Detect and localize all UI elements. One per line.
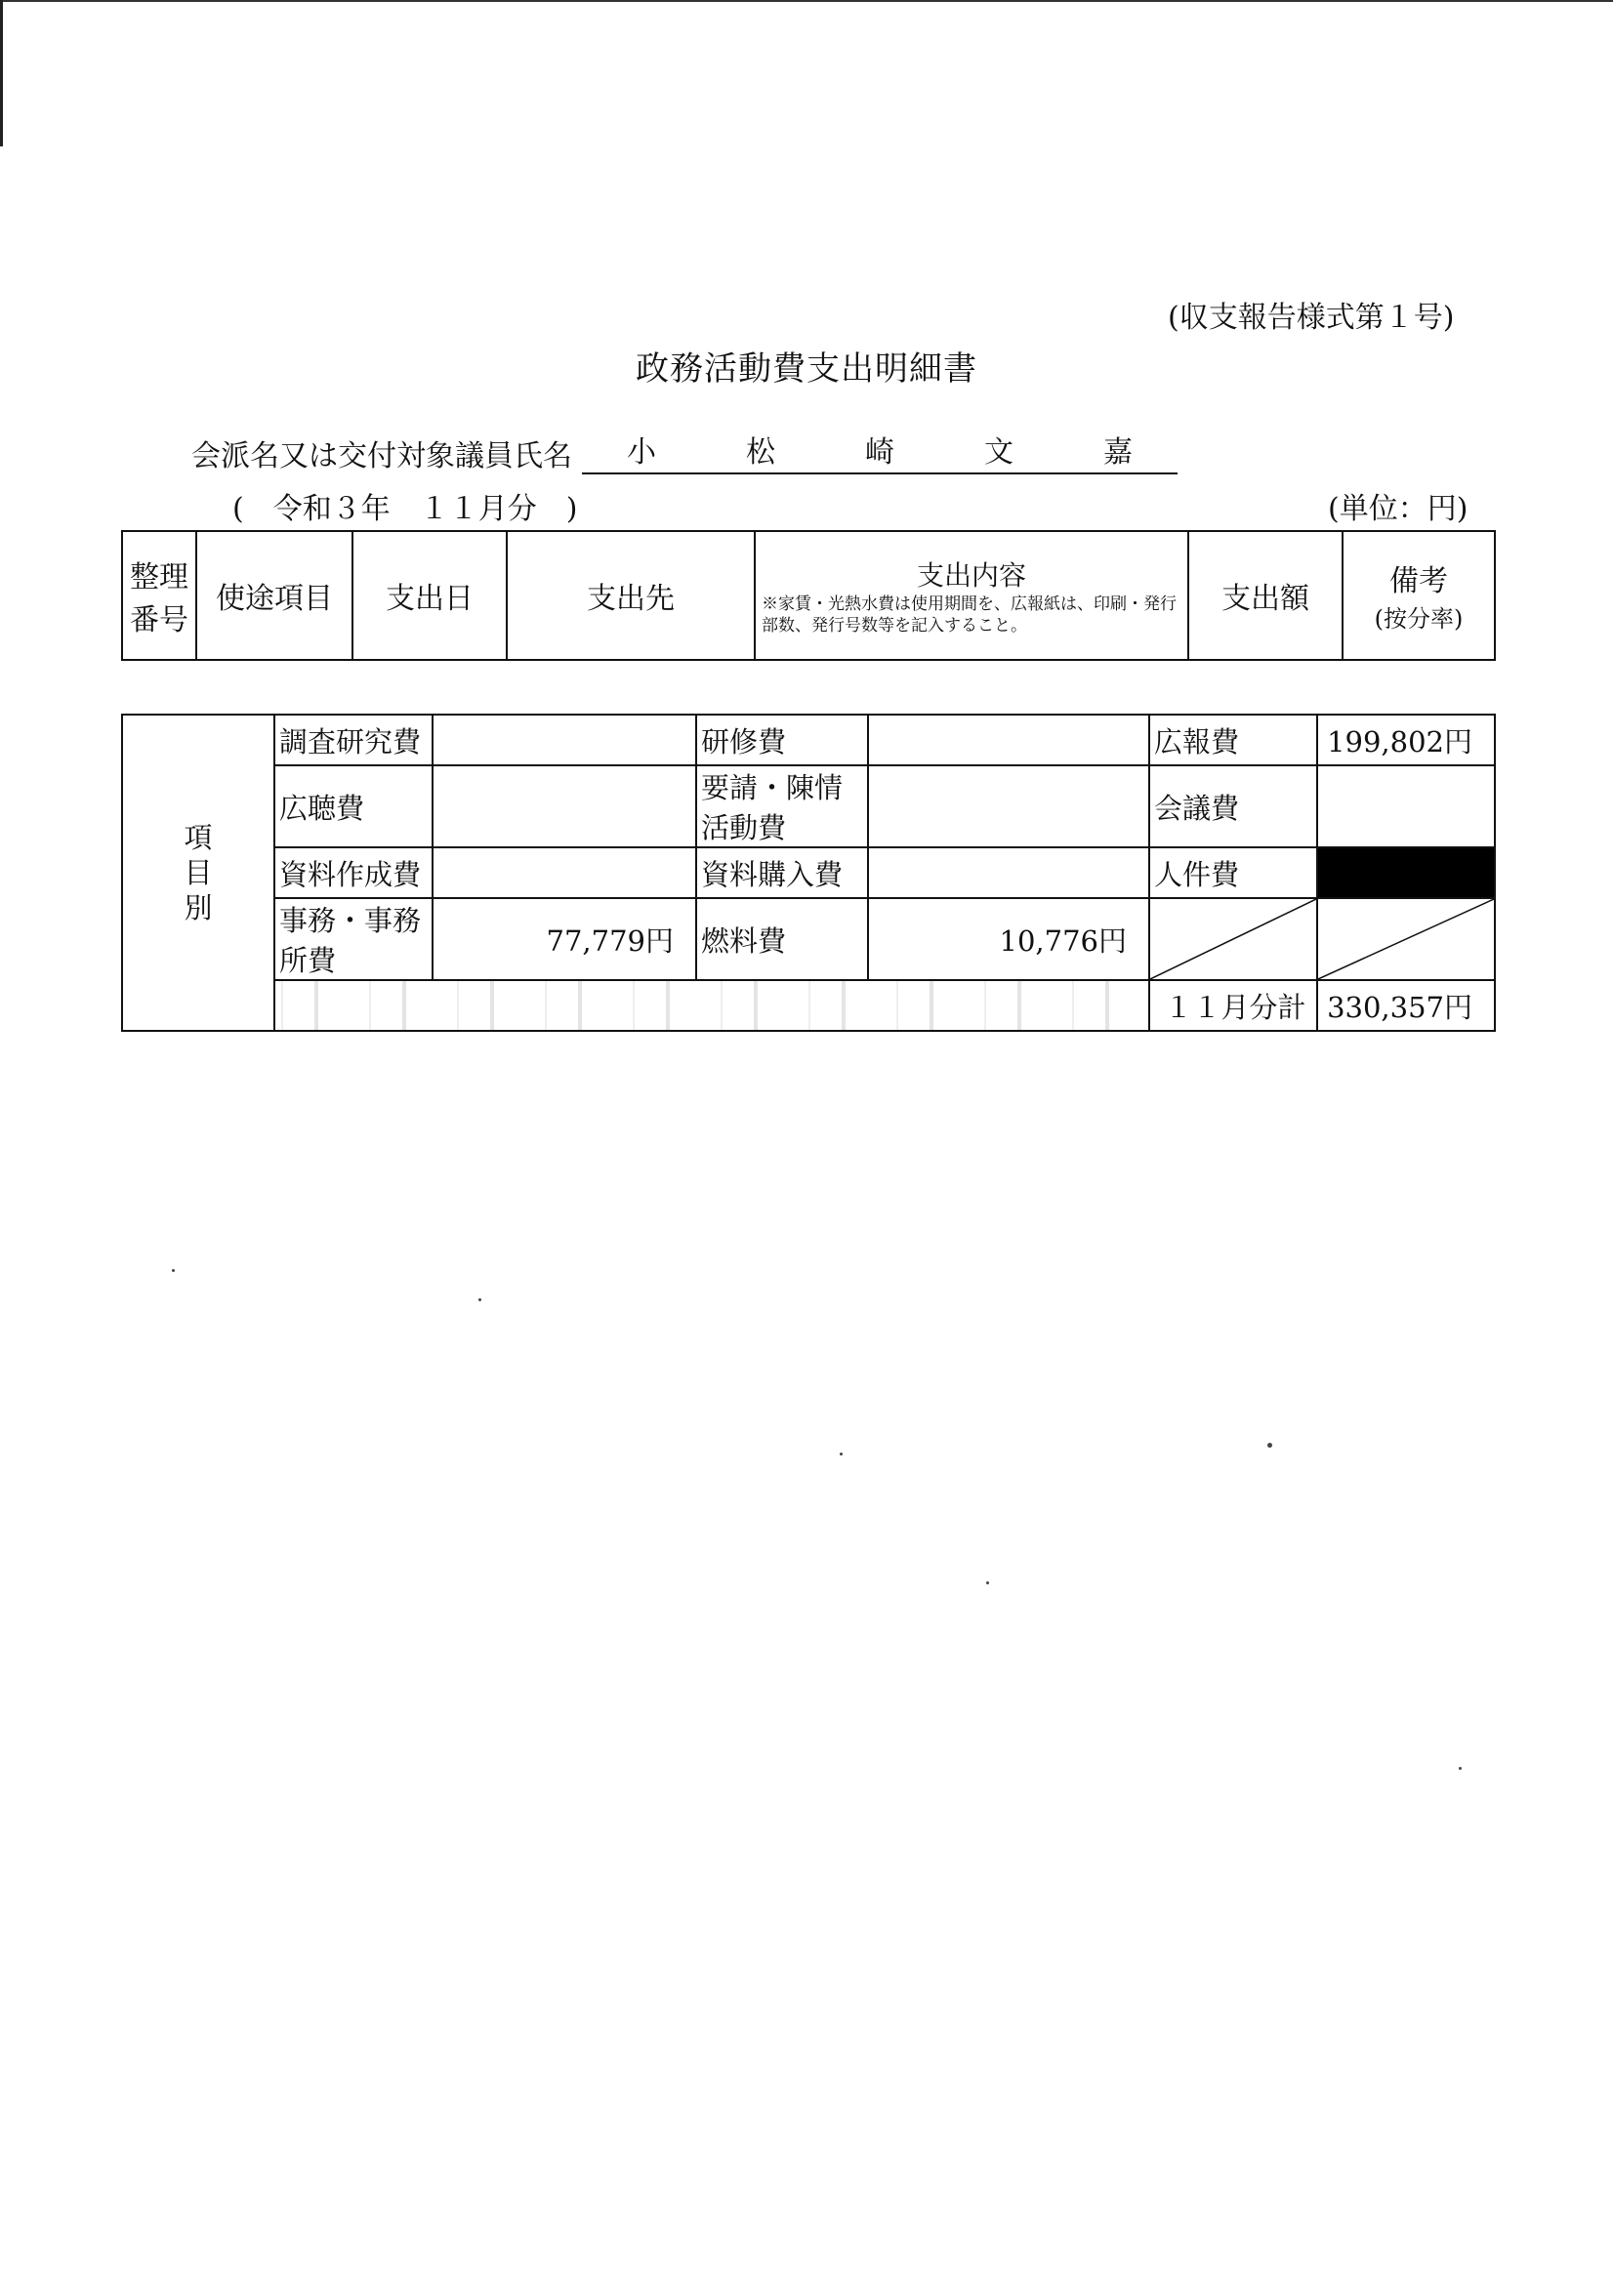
header-amount: 支出額 [1188, 531, 1343, 660]
scan-speck [172, 1269, 175, 1272]
member-name [582, 430, 1178, 474]
category-value: 77,779円 [433, 898, 696, 980]
category-value [433, 765, 696, 847]
table-row [122, 765, 1495, 847]
header-content-title: 支出内容 [916, 559, 1026, 592]
header-remarks-line2: (按分率) [1374, 605, 1464, 633]
scan-speck [1459, 1767, 1462, 1770]
table-row [122, 898, 1495, 980]
category-side-label [122, 715, 274, 1031]
category-value: 10,776円 [868, 898, 1149, 980]
document-title: 政務活動費支出明細書 [636, 349, 977, 389]
category-value: 199,802円 [1317, 715, 1495, 765]
unit-label: (単位：円) [1328, 492, 1468, 526]
category-label: 資料作成費 [274, 847, 433, 898]
header-payee: 支出先 [507, 531, 755, 660]
category-summary-table [121, 714, 1496, 1032]
side-label-char: 目 [184, 856, 213, 889]
header-date: 支出日 [352, 531, 507, 660]
member-name-char: 嘉 [1103, 435, 1133, 470]
header-content-note: ※家賃・光熱水費は使用期間を、広報紙は、印刷・発行部数、発行号数等を記入すること。 [762, 594, 1177, 636]
member-row [191, 430, 1178, 474]
table-row [122, 715, 1495, 765]
empty-diagonal-cell [1317, 898, 1495, 980]
scan-speck [840, 1453, 843, 1456]
category-label: 広聴費 [274, 765, 433, 847]
empty-diagonal-cell [1149, 898, 1317, 980]
category-label: 研修費 [696, 715, 868, 765]
diagonal-strike [1150, 899, 1316, 979]
detail-header-table [121, 530, 1496, 661]
category-label: 広報費 [1149, 715, 1317, 765]
left-scan-edge [0, 0, 3, 146]
total-value: 330,357円 [1317, 980, 1495, 1031]
category-label: 要請・陳情活動費 [696, 765, 868, 847]
scan-speck [478, 1298, 481, 1301]
header-remarks [1343, 531, 1495, 660]
blank-area [274, 980, 1149, 1031]
top-scan-edge [0, 0, 1613, 2]
category-value [1317, 765, 1495, 847]
category-value [868, 715, 1149, 765]
category-label: 人件費 [1149, 847, 1317, 898]
member-name-char: 崎 [865, 435, 894, 470]
report-period: ( 令和３年 １１月分 ) [232, 492, 578, 526]
diagonal-strike [1318, 899, 1494, 979]
member-name-char: 文 [984, 435, 1013, 470]
category-label: 資料購入費 [696, 847, 868, 898]
header-number-line1: 整理 [130, 560, 188, 594]
header-remarks-line1: 備考 [1389, 564, 1448, 598]
header-content [755, 531, 1188, 660]
scan-speck [986, 1581, 989, 1584]
category-label: 調査研究費 [274, 715, 433, 765]
category-label: 燃料費 [696, 898, 868, 980]
category-value [433, 847, 696, 898]
category-label: 事務・事務所費 [274, 898, 433, 980]
total-label: １１月分計 [1149, 980, 1317, 1031]
category-value [868, 765, 1149, 847]
member-name-char: 松 [746, 435, 775, 470]
header-number-line2: 番号 [130, 603, 188, 637]
form-id: (収支報告様式第１号) [1168, 301, 1455, 335]
redacted-value [1317, 847, 1495, 898]
scan-speck [1267, 1443, 1272, 1448]
category-value [433, 715, 696, 765]
header-number [122, 531, 196, 660]
category-label: 会議費 [1149, 765, 1317, 847]
side-label-char: 項 [184, 821, 213, 854]
member-name-char: 小 [627, 435, 656, 470]
table-row [122, 847, 1495, 898]
header-usage: 使途項目 [196, 531, 352, 660]
side-label-char: 別 [184, 891, 213, 924]
category-value [868, 847, 1149, 898]
table-row [122, 980, 1495, 1031]
member-label: 会派名又は交付対象議員氏名 [191, 439, 572, 473]
